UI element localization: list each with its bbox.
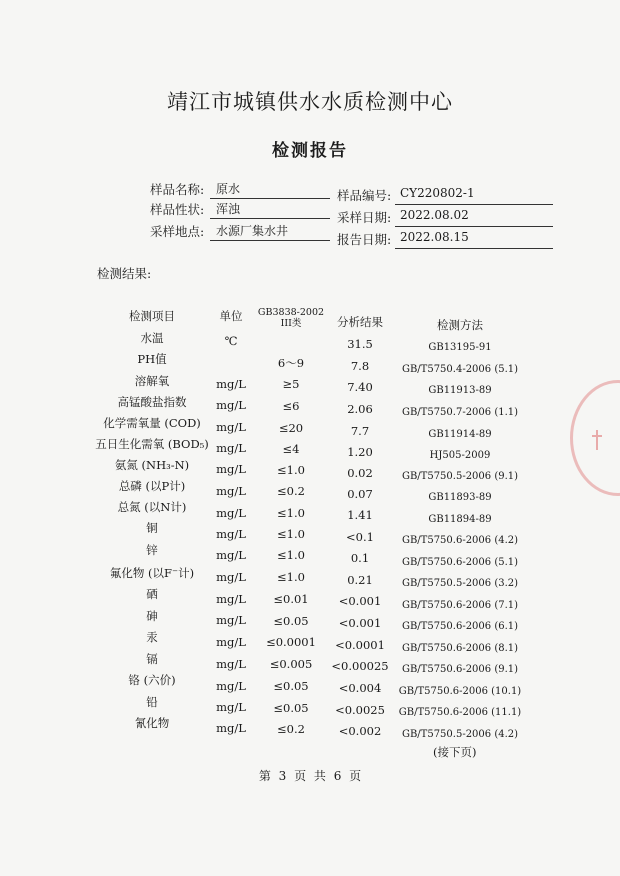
row-method: GB13195-91 (428, 342, 492, 353)
row-method: GB/T5750.6-2006 (7.1) (401, 600, 519, 611)
row-method: GB/T5750.7-2006 (1.1) (401, 407, 519, 418)
row-method: GB/T5750.6-2006 (9.1) (401, 664, 519, 675)
row-method: GB/T5750.4-2006 (5.1) (401, 364, 519, 375)
row-method: GB11913-89 (428, 385, 492, 396)
row-standard: ≤1.0 (277, 506, 305, 520)
row-item: 氨氮 (NH₃-N) (114, 458, 190, 472)
sample-no-label: 样品编号: (337, 188, 392, 203)
row-item: 五日生化需氧 (BOD₅) (95, 437, 209, 451)
row-item: 硒 (146, 587, 158, 601)
row-unit: mg/L (216, 721, 246, 735)
report-subtitle: 检测报告 (272, 141, 348, 161)
row-standard: ≤4 (282, 442, 300, 456)
row-item: 锌 (146, 543, 158, 557)
report-date-underline (395, 248, 553, 249)
row-item: 氰化物 (134, 716, 170, 730)
row-result: 31.5 (347, 337, 373, 351)
sample-name-underline (210, 198, 330, 199)
row-standard: ≤0.01 (273, 592, 309, 606)
row-item: 水温 (140, 331, 164, 345)
row-standard: 6～9 (277, 356, 305, 370)
header-standard-line2: III类 (280, 318, 302, 329)
row-standard: ≤0.05 (273, 701, 309, 715)
row-result: <0.004 (338, 681, 382, 695)
sample-state-underline (210, 218, 330, 219)
row-item: 铅 (146, 695, 158, 709)
row-unit: mg/L (216, 484, 246, 498)
sample-state-value: 浑浊 (216, 202, 241, 216)
sample-name-label: 样品名称: (150, 182, 205, 197)
row-standard: ≤0.2 (277, 722, 305, 736)
sample-site-label: 采样地点: (150, 224, 205, 239)
header-standard (256, 307, 326, 329)
row-result: <0.001 (338, 594, 382, 608)
sample-date-label: 采样日期: (337, 210, 392, 225)
row-unit: mg/L (216, 506, 246, 520)
row-standard: ≥5 (282, 377, 300, 391)
row-result: <0.002 (338, 724, 382, 738)
row-item: 汞 (146, 630, 158, 644)
continue-note: (接下页) (433, 745, 477, 759)
row-result: <0.0025 (335, 703, 385, 717)
row-standard: ≤1.0 (277, 548, 305, 562)
row-method: GB/T5750.5-2006 (3.2) (401, 578, 519, 589)
row-unit: mg/L (216, 700, 246, 714)
row-unit: mg/L (216, 377, 246, 391)
sample-date-underline (395, 226, 553, 227)
row-unit: mg/L (216, 635, 246, 649)
row-result: <0.00025 (331, 659, 389, 673)
row-method: GB/T5750.6-2006 (6.1) (401, 621, 519, 632)
row-result: <0.1 (346, 530, 374, 544)
row-standard: ≤1.0 (277, 527, 305, 541)
sample-state-label: 样品性状: (150, 202, 205, 217)
row-item: 砷 (146, 609, 158, 623)
report-date-value: 2022.08.15 (400, 230, 469, 244)
row-method: GB11914-89 (428, 429, 492, 440)
row-method: GB/T5750.6-2006 (8.1) (401, 643, 519, 654)
row-result: 1.20 (347, 445, 373, 459)
row-unit: mg/L (216, 462, 246, 476)
row-item: 总氮 (以N计) (117, 500, 187, 514)
sample-site-underline (210, 240, 330, 241)
sample-name-value: 原水 (216, 182, 241, 196)
results-section-label: 检测结果: (97, 266, 152, 281)
row-standard: ≤0.05 (273, 614, 309, 628)
row-standard: ≤1.0 (277, 463, 305, 477)
page-title: 靖江市城镇供水水质检测中心 (167, 90, 453, 114)
row-result: <0.001 (338, 616, 382, 630)
row-result: 0.1 (350, 551, 370, 565)
row-unit: ℃ (224, 334, 238, 348)
row-method: GB/T5750.5-2006 (4.2) (401, 729, 519, 740)
header-unit: 单位 (219, 309, 243, 323)
row-method: GB/T5750.6-2006 (10.1) (398, 686, 522, 697)
row-unit: mg/L (216, 420, 246, 434)
row-item: 铜 (146, 521, 158, 535)
row-result: 0.07 (347, 487, 373, 501)
row-unit: mg/L (216, 548, 246, 562)
row-unit: mg/L (216, 398, 246, 412)
row-unit: mg/L (216, 527, 246, 541)
row-standard: ≤0.2 (277, 484, 305, 498)
report-date-label: 报告日期: (337, 232, 392, 247)
row-method: GB/T5750.6-2006 (11.1) (398, 707, 522, 718)
row-method: HJ505-2009 (429, 450, 491, 461)
row-result: 1.41 (347, 508, 373, 522)
row-method: GB11893-89 (428, 492, 492, 503)
row-unit: mg/L (216, 592, 246, 606)
row-standard: ≤20 (278, 421, 304, 435)
header-result: 分析结果 (337, 315, 383, 329)
row-method: GB11894-89 (428, 514, 492, 525)
row-item: 化学需氧量 (COD) (103, 416, 201, 430)
row-result: 2.06 (347, 402, 373, 416)
sample-no-value: CY220802-1 (400, 186, 475, 200)
row-standard: ≤0.0001 (266, 635, 316, 649)
row-result: 7.8 (350, 359, 370, 373)
row-result: 7.7 (350, 424, 370, 438)
sample-date-value: 2022.08.02 (400, 208, 469, 222)
row-item: 总磷 (以P计) (118, 479, 186, 493)
row-item: 溶解氧 (134, 374, 170, 388)
page-footer: 第 3 页 共 6 页 (258, 769, 362, 783)
stamp-mark-icon (590, 428, 604, 452)
row-unit: mg/L (216, 441, 246, 455)
row-standard: ≤1.0 (277, 570, 305, 584)
row-item: 高锰酸盐指数 (117, 395, 187, 409)
header-standard-line1: GB3838-2002 (257, 307, 325, 318)
row-item: PH值 (137, 352, 167, 366)
row-method: GB/T5750.5-2006 (9.1) (401, 471, 519, 482)
row-standard: ≤6 (282, 399, 300, 413)
header-item: 检测项目 (129, 309, 175, 323)
row-item: 镉 (146, 652, 158, 666)
row-result: <0.0001 (335, 638, 385, 652)
row-standard: ≤0.005 (269, 657, 313, 671)
sample-site-value: 水源厂集水井 (216, 224, 289, 238)
row-standard: ≤0.05 (273, 679, 309, 693)
row-unit: mg/L (216, 679, 246, 693)
row-method: GB/T5750.6-2006 (5.1) (401, 557, 519, 568)
row-method: GB/T5750.6-2006 (4.2) (401, 535, 519, 546)
row-result: 7.40 (347, 380, 373, 394)
sample-no-underline (395, 204, 553, 205)
row-result: 0.02 (347, 466, 373, 480)
row-item: 铬 (六价) (128, 673, 176, 687)
header-method: 检测方法 (437, 318, 483, 332)
row-unit: mg/L (216, 657, 246, 671)
row-result: 0.21 (347, 573, 373, 587)
row-unit: mg/L (216, 570, 246, 584)
row-unit: mg/L (216, 613, 246, 627)
row-item: 氟化物 (以F⁻计) (109, 566, 195, 580)
